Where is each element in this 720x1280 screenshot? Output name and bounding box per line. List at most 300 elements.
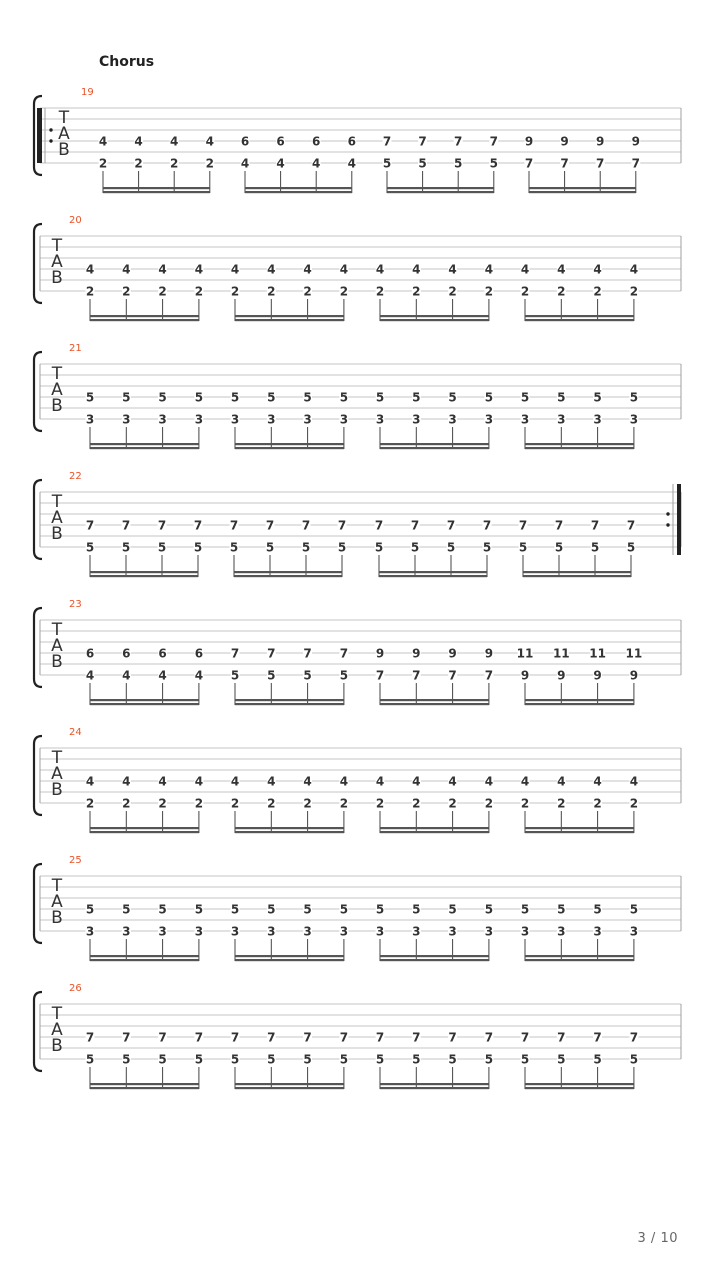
- fret-number: 5: [484, 390, 494, 405]
- fret-number: 5: [454, 156, 463, 171]
- fret-number: 6: [85, 646, 95, 661]
- repeat-dot: [49, 139, 52, 142]
- fret-number: 4: [85, 774, 95, 789]
- fret-number: 3: [339, 412, 349, 427]
- fret-number: 2: [629, 796, 639, 811]
- fret-number: 5: [303, 1052, 312, 1067]
- fret-number: 5: [626, 540, 636, 555]
- beam: [90, 571, 198, 573]
- fret-number: 5: [339, 390, 349, 405]
- beam: [103, 187, 210, 189]
- fret-number: 7: [265, 518, 275, 533]
- beam: [525, 827, 634, 829]
- tab-staff-svg: [0, 980, 720, 1100]
- fret-number: 5: [158, 902, 167, 917]
- beam: [245, 191, 352, 193]
- fret-number: 2: [484, 796, 494, 811]
- fret-number: 4: [339, 774, 349, 789]
- fret-number: 5: [122, 902, 131, 917]
- beam: [103, 191, 210, 193]
- fret-number: 9: [596, 134, 605, 149]
- fret-number: 5: [85, 1052, 95, 1067]
- fret-number: 7: [596, 156, 605, 171]
- fret-number: 4: [448, 774, 457, 789]
- fret-number: 9: [631, 134, 640, 149]
- fret-number: 5: [412, 902, 421, 917]
- fret-number: 3: [375, 412, 385, 427]
- fret-number: 5: [446, 540, 456, 555]
- fret-number: 7: [339, 1030, 349, 1045]
- fret-number: 2: [412, 284, 421, 299]
- measure-number: 25: [69, 855, 82, 866]
- beam: [380, 319, 489, 321]
- fret-number: 3: [629, 412, 639, 427]
- fret-number: 11: [625, 646, 643, 661]
- fret-number: 7: [560, 156, 569, 171]
- fret-number: 4: [240, 156, 250, 171]
- fret-number: 4: [267, 774, 276, 789]
- fret-number: 5: [520, 390, 530, 405]
- fret-number: 7: [230, 646, 240, 661]
- tab-clef-letter: B: [51, 1036, 63, 1056]
- tab-system: [0, 340, 720, 460]
- fret-number: 2: [194, 796, 204, 811]
- fret-number: 2: [375, 796, 385, 811]
- fret-number: 5: [303, 902, 312, 917]
- fret-number: 3: [339, 924, 349, 939]
- fret-number: 5: [374, 540, 384, 555]
- fret-number: 5: [554, 540, 564, 555]
- fret-number: 11: [589, 646, 606, 661]
- fret-number: 3: [448, 924, 457, 939]
- beam: [525, 1087, 634, 1089]
- fret-number: 5: [410, 540, 420, 555]
- beam: [380, 1087, 489, 1089]
- fret-number: 7: [374, 518, 384, 533]
- fret-number: 2: [267, 796, 276, 811]
- fret-number: 5: [520, 902, 530, 917]
- tab-clef-letter: T: [58, 108, 70, 128]
- tab-clef-letter: B: [51, 268, 63, 288]
- fret-number: 5: [518, 540, 528, 555]
- beam: [380, 447, 489, 449]
- beam: [525, 443, 634, 445]
- beam: [523, 571, 631, 573]
- fret-number: 4: [375, 262, 385, 277]
- fret-number: 5: [267, 668, 276, 683]
- fret-number: 2: [230, 796, 240, 811]
- fret-number: 3: [194, 924, 204, 939]
- fret-number: 5: [158, 390, 167, 405]
- fret-number: 2: [122, 796, 131, 811]
- fret-number: 3: [158, 924, 167, 939]
- fret-number: 7: [194, 1030, 204, 1045]
- fret-number: 3: [230, 412, 240, 427]
- fret-number: 5: [629, 1052, 639, 1067]
- fret-number: 5: [193, 540, 203, 555]
- beam: [235, 831, 344, 833]
- beam: [379, 571, 487, 573]
- fret-number: 2: [557, 284, 566, 299]
- fret-number: 5: [557, 902, 566, 917]
- tab-clef-letter: B: [51, 396, 63, 416]
- tab-clef-letter: T: [51, 1004, 63, 1024]
- fret-number: 9: [484, 646, 494, 661]
- beam: [529, 191, 636, 193]
- tab-clef-letter: A: [51, 508, 63, 528]
- tab-clef-letter: A: [51, 636, 63, 656]
- tab-system: [0, 980, 720, 1100]
- fret-number: 5: [412, 1052, 421, 1067]
- beam: [387, 187, 494, 189]
- fret-number: 7: [193, 518, 203, 533]
- tab-staff-svg: [0, 340, 720, 460]
- tab-system: [0, 596, 720, 716]
- fret-number: 7: [489, 134, 498, 149]
- fret-number: 9: [557, 668, 566, 683]
- fret-number: 4: [629, 774, 639, 789]
- fret-number: 4: [122, 668, 131, 683]
- fret-number: 5: [121, 540, 131, 555]
- fret-number: 2: [122, 284, 131, 299]
- fret-number: 6: [347, 134, 356, 149]
- fret-number: 5: [557, 390, 566, 405]
- tab-system: [0, 852, 720, 972]
- fret-number: 7: [484, 668, 494, 683]
- beam: [380, 1083, 489, 1085]
- fret-number: 7: [375, 668, 385, 683]
- fret-number: 7: [301, 518, 311, 533]
- tab-system: [0, 84, 720, 204]
- fret-number: 5: [593, 390, 602, 405]
- fret-number: 2: [85, 284, 95, 299]
- fret-number: 4: [205, 134, 214, 149]
- fret-number: 4: [194, 668, 204, 683]
- fret-number: 4: [520, 262, 530, 277]
- beam: [525, 959, 634, 961]
- fret-number: 7: [446, 518, 456, 533]
- fret-number: 3: [303, 924, 312, 939]
- fret-number: 5: [448, 390, 457, 405]
- fret-number: 4: [629, 262, 639, 277]
- fret-number: 3: [267, 924, 276, 939]
- tab-clef-letter: T: [51, 364, 63, 384]
- fret-number: 3: [194, 412, 204, 427]
- fret-number: 4: [158, 262, 167, 277]
- fret-number: 4: [593, 774, 602, 789]
- fret-number: 5: [230, 668, 240, 683]
- tab-staff-svg: [0, 468, 720, 588]
- fret-number: 3: [85, 412, 95, 427]
- fret-number: 5: [629, 902, 639, 917]
- fret-number: 4: [194, 774, 204, 789]
- measure-number: 22: [69, 471, 82, 482]
- beam: [380, 315, 489, 317]
- fret-number: 4: [412, 774, 421, 789]
- fret-number: 3: [85, 924, 95, 939]
- fret-number: 5: [230, 1052, 240, 1067]
- fret-number: 5: [337, 540, 347, 555]
- tab-system: [0, 724, 720, 844]
- fret-number: 2: [557, 796, 566, 811]
- fret-number: 5: [303, 668, 312, 683]
- beam: [380, 699, 489, 701]
- fret-number: 5: [194, 390, 204, 405]
- fret-number: 3: [557, 412, 566, 427]
- fret-number: 2: [170, 156, 179, 171]
- fret-number: 4: [122, 774, 131, 789]
- fret-number: 2: [412, 796, 421, 811]
- fret-number: 2: [303, 284, 312, 299]
- fret-number: 5: [194, 902, 204, 917]
- fret-number: 3: [593, 924, 602, 939]
- fret-number: 9: [448, 646, 457, 661]
- tab-staff-svg: [0, 84, 720, 204]
- beam: [380, 959, 489, 961]
- fret-number: 7: [631, 156, 640, 171]
- tab-staff-svg: [0, 724, 720, 844]
- fret-number: 7: [267, 646, 276, 661]
- fret-number: 7: [339, 646, 349, 661]
- fret-number: 4: [593, 262, 602, 277]
- fret-number: 7: [412, 1030, 421, 1045]
- beam: [235, 703, 344, 705]
- fret-number: 7: [157, 518, 167, 533]
- beam: [235, 955, 344, 957]
- beam: [380, 831, 489, 833]
- fret-number: 5: [489, 156, 498, 171]
- fret-number: 2: [448, 284, 457, 299]
- fret-number: 5: [484, 1052, 494, 1067]
- tab-system: [0, 468, 720, 588]
- beam: [90, 1083, 199, 1085]
- section-title: Chorus: [99, 54, 155, 70]
- fret-number: 5: [557, 1052, 566, 1067]
- beam: [235, 1083, 344, 1085]
- beam: [379, 575, 487, 577]
- tab-clef-letter: A: [51, 252, 63, 272]
- fret-number: 7: [267, 1030, 276, 1045]
- tab-clef-letter: A: [58, 124, 70, 144]
- fret-number: 5: [267, 902, 276, 917]
- fret-number: 5: [484, 902, 494, 917]
- fret-number: 7: [590, 518, 600, 533]
- beam: [525, 319, 634, 321]
- fret-number: 2: [158, 796, 167, 811]
- fret-number: 5: [122, 1052, 131, 1067]
- repeat-dot: [666, 512, 669, 515]
- fret-number: 7: [410, 518, 420, 533]
- fret-number: 4: [557, 774, 566, 789]
- tab-clef-letter: A: [51, 380, 63, 400]
- fret-number: 7: [337, 518, 347, 533]
- fret-number: 5: [412, 390, 421, 405]
- fret-number: 3: [122, 412, 131, 427]
- fret-number: 5: [229, 540, 239, 555]
- tab-clef-letter: T: [51, 492, 63, 512]
- fret-number: 9: [593, 668, 602, 683]
- fret-number: 4: [267, 262, 276, 277]
- fret-number: 5: [157, 540, 167, 555]
- fret-number: 2: [593, 796, 602, 811]
- beam: [90, 319, 199, 321]
- fret-number: 4: [484, 262, 494, 277]
- beam: [380, 827, 489, 829]
- beam: [235, 443, 344, 445]
- beam: [380, 443, 489, 445]
- fret-number: 9: [524, 134, 534, 149]
- beam: [90, 955, 199, 957]
- fret-number: 4: [134, 134, 143, 149]
- fret-number: 3: [267, 412, 276, 427]
- fret-number: 7: [121, 518, 131, 533]
- fret-number: 2: [339, 284, 349, 299]
- fret-number: 4: [303, 262, 312, 277]
- fret-number: 5: [448, 902, 457, 917]
- fret-number: 2: [158, 284, 167, 299]
- beam: [525, 955, 634, 957]
- fret-number: 4: [276, 156, 285, 171]
- beam: [235, 1087, 344, 1089]
- tab-clef-letter: T: [51, 620, 63, 640]
- fret-number: 3: [484, 924, 494, 939]
- tab-clef-letter: T: [51, 236, 63, 256]
- tab-clef-letter: B: [51, 652, 63, 672]
- beam: [90, 831, 199, 833]
- fret-number: 5: [194, 1052, 204, 1067]
- beam: [523, 575, 631, 577]
- fret-number: 3: [303, 412, 312, 427]
- fret-number: 7: [524, 156, 534, 171]
- fret-number: 7: [412, 668, 421, 683]
- beam: [234, 571, 342, 573]
- fret-number: 4: [484, 774, 494, 789]
- beam: [245, 187, 352, 189]
- measure-number: 23: [69, 599, 82, 610]
- fret-number: 5: [418, 156, 427, 171]
- fret-number: 2: [520, 284, 530, 299]
- beam: [234, 575, 342, 577]
- fret-number: 6: [312, 134, 321, 149]
- fret-number: 2: [85, 796, 95, 811]
- fret-number: 6: [240, 134, 250, 149]
- beam: [525, 447, 634, 449]
- fret-number: 7: [593, 1030, 602, 1045]
- fret-number: 5: [301, 540, 311, 555]
- tab-clef-letter: B: [51, 908, 63, 928]
- fret-number: 4: [347, 156, 356, 171]
- fret-number: 5: [230, 902, 240, 917]
- beam: [235, 827, 344, 829]
- measure-number: 26: [69, 983, 82, 994]
- fret-number: 5: [267, 390, 276, 405]
- beam: [235, 699, 344, 701]
- fret-number: 7: [557, 1030, 566, 1045]
- tab-clef-letter: T: [51, 748, 63, 768]
- beam: [90, 575, 198, 577]
- beam: [90, 315, 199, 317]
- fret-number: 3: [629, 924, 639, 939]
- fret-number: 5: [122, 390, 131, 405]
- fret-number: 5: [629, 390, 639, 405]
- fret-number: 7: [303, 1030, 312, 1045]
- tab-staff-svg: [0, 596, 720, 716]
- beam: [380, 955, 489, 957]
- fret-number: 4: [448, 262, 457, 277]
- fret-number: 2: [267, 284, 276, 299]
- fret-number: 5: [375, 902, 385, 917]
- tab-clef-letter: A: [51, 764, 63, 784]
- beam: [235, 315, 344, 317]
- fret-number: 5: [448, 1052, 457, 1067]
- fret-number: 3: [375, 924, 385, 939]
- fret-number: 4: [339, 262, 349, 277]
- fret-number: 6: [122, 646, 131, 661]
- fret-number: 2: [520, 796, 530, 811]
- fret-number: 5: [339, 902, 349, 917]
- fret-number: 7: [158, 1030, 167, 1045]
- fret-number: 5: [590, 540, 600, 555]
- fret-number: 3: [484, 412, 494, 427]
- beam: [90, 443, 199, 445]
- beam: [380, 703, 489, 705]
- tab-system: [0, 212, 720, 332]
- fret-number: 2: [448, 796, 457, 811]
- measure-number: 24: [69, 727, 82, 738]
- fret-number: 11: [516, 646, 534, 661]
- fret-number: 9: [412, 646, 421, 661]
- fret-number: 5: [339, 668, 349, 683]
- fret-number: 5: [375, 1052, 385, 1067]
- fret-number: 4: [158, 668, 167, 683]
- fret-number: 4: [303, 774, 312, 789]
- fret-number: 3: [122, 924, 131, 939]
- fret-number: 3: [557, 924, 566, 939]
- measure-number: 20: [69, 215, 82, 226]
- fret-number: 4: [85, 668, 95, 683]
- tab-clef-letter: B: [51, 524, 63, 544]
- fret-number: 4: [158, 774, 167, 789]
- fret-number: 3: [520, 412, 530, 427]
- fret-number: 7: [626, 518, 636, 533]
- fret-number: 4: [312, 156, 321, 171]
- fret-number: 4: [230, 774, 240, 789]
- beam: [90, 447, 199, 449]
- fret-number: 7: [454, 134, 463, 149]
- beam: [90, 959, 199, 961]
- fret-number: 5: [158, 1052, 167, 1067]
- fret-number: 9: [520, 668, 530, 683]
- fret-number: 7: [554, 518, 564, 533]
- beam: [235, 447, 344, 449]
- beam: [525, 1083, 634, 1085]
- fret-number: 3: [448, 412, 457, 427]
- fret-number: 7: [448, 1030, 457, 1045]
- beam: [235, 319, 344, 321]
- fret-number: 7: [229, 518, 239, 533]
- fret-number: 3: [520, 924, 530, 939]
- fret-number: 7: [85, 518, 95, 533]
- fret-number: 9: [560, 134, 569, 149]
- fret-number: 9: [375, 646, 385, 661]
- fret-number: 3: [158, 412, 167, 427]
- fret-number: 6: [276, 134, 285, 149]
- fret-number: 3: [230, 924, 240, 939]
- fret-number: 5: [265, 540, 275, 555]
- fret-number: 4: [122, 262, 131, 277]
- fret-number: 5: [593, 902, 602, 917]
- fret-number: 5: [85, 540, 95, 555]
